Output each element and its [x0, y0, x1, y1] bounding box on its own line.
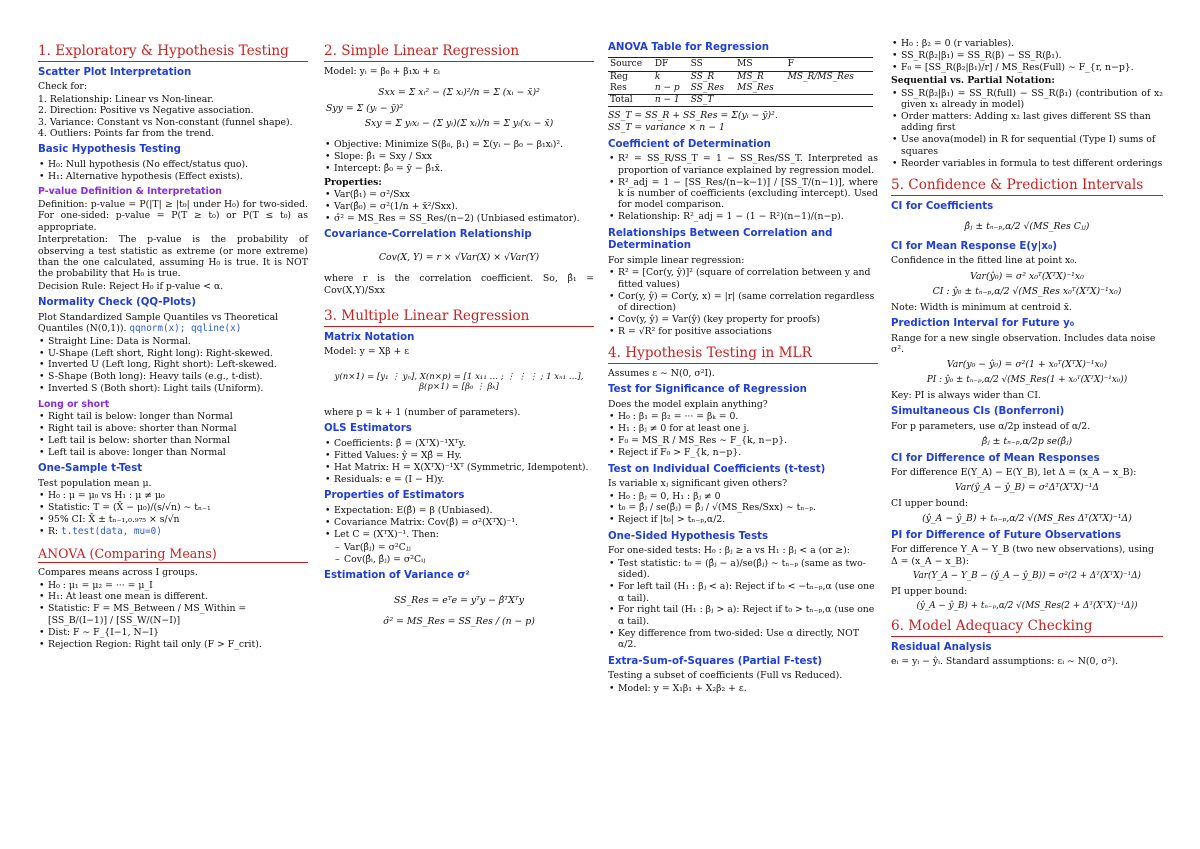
list-item: 3. Variance: Constant vs Non-constant (funnel shape).: [38, 116, 293, 128]
text: Is variable xⱼ significant given others?: [608, 478, 788, 490]
subsection-heading: Coefficient of Determination: [608, 138, 771, 150]
list: [608, 411, 878, 458]
table-cell: k: [654, 71, 661, 82]
list-item: • Residuals: e = (I − H)y.: [324, 474, 594, 485]
list-item: • Right tail is above: shorter than Normal: [38, 423, 308, 434]
list-item: • SS_R(β₂|β₁) = SS_R(β) − SS_R(β₁).: [891, 50, 1163, 61]
list-item: • Cor(y, ŷ) = Cor(y, x) = |r| (same correlation regardless of direction): [608, 291, 878, 314]
table-cell: Res: [610, 82, 627, 93]
column-header: DF: [653, 57, 689, 71]
column-header: SS: [689, 57, 735, 71]
text: Properties:: [324, 176, 382, 188]
list-item: • Covariance Matrix: Cov(β̂) = σ²(XᵀX)⁻¹.: [324, 517, 594, 528]
column-2: [324, 40, 594, 632]
equation: β̂ⱼ ± tₙ₋ₚ,α/2 √(MS_Res Cⱼⱼ): [964, 221, 1090, 233]
text: Interpretation: The p-value is the probability of observing a test statistic as extreme (or more extreme) than the one calculated, assuming H₀ is true. It is NOT the probability that H₀ is true.: [38, 234, 308, 280]
subsection-heading: Normality Check (QQ-Plots): [38, 297, 197, 309]
list-item: • Expectation: E(β̂) = β (Unbiased).: [324, 505, 594, 516]
text: Does the model explain anything?: [608, 398, 768, 410]
list-item: • H₁: At least one mean is different.: [38, 591, 308, 602]
list: [891, 88, 1163, 169]
text: For difference E(Y_A) − E(Y_B), let Δ = (x_A − x_B):: [891, 467, 1137, 479]
list-item: • H₀: Null hypothesis (No effect/status quo).: [38, 159, 308, 170]
list-item: • Statistic: T = (X̄ − μ₀)/(s/√n) ∼ tₙ₋₁: [38, 502, 308, 513]
list: [334, 542, 594, 565]
list-item: • Straight Line: Data is Normal.: [38, 336, 308, 347]
list-item: • Left tail is below: shorter than Normal: [38, 435, 308, 446]
subsection-heading: CI for Difference of Mean Responses: [891, 452, 1100, 464]
table-cell: Reg: [610, 71, 628, 82]
subsection-heading: CI for Mean Response E(y|x₀): [891, 240, 1058, 252]
column-1: [38, 40, 308, 652]
subsection-heading: Residual Analysis: [891, 641, 992, 653]
table-cell: [786, 94, 873, 106]
list-item: • Reject if F₀ > F_{k, n−p}.: [608, 447, 878, 458]
text: For difference Y_A − Y_B (two new observations), using Δ = (x_A − x_B):: [891, 544, 1154, 567]
section-title: 6. Model Adequacy Checking: [891, 618, 1163, 637]
text: where p = k + 1 (number of parameters).: [324, 406, 521, 418]
list-item: • R² = [Cor(y, ŷ)]² (square of correlation between y and fitted values): [608, 267, 878, 290]
section-title: 2. Simple Linear Regression: [324, 43, 594, 62]
code-snippet: t.test(data, mu=0): [61, 526, 162, 538]
list-item: • 95% CI: X̄ ± tₙ₋₁,₀.₉₇₅ × s/√n: [38, 514, 308, 525]
text: Testing a subset of coefficients (Full vs Reduced).: [608, 670, 843, 682]
list: [38, 411, 308, 458]
equation: (ŷ_A − ŷ_B) + tₙ₋ₚ,α/2 √(MS_Res(2 + Δᵀ(XᵀX)⁻¹Δ)): [916, 601, 1138, 612]
list-item: • SS_R(β₂|β₁) = SS_R(full) − SS_R(β₁) (contribution of x₂ given x₁ already in model): [891, 88, 1163, 111]
equation: Cov(X, Y) = r × √Var(X) × √Var(Y): [378, 251, 540, 263]
subsection-heading: Properties of Estimators: [324, 490, 465, 502]
text: Sequential vs. Partial Notation:: [891, 75, 1055, 87]
text: Model: yᵢ = β₀ + β₁xᵢ + εᵢ: [324, 65, 440, 77]
list-item: • Key difference from two-sided: Use α directly, NOT α/2.: [608, 628, 878, 651]
table-cell: n − 1: [653, 94, 689, 106]
equation: PI : ŷ₀ ± tₙ₋ₚ,α/2 √(MS_Res(1 + x₀ᵀ(XᵀX)⁻¹x₀)): [926, 374, 1128, 385]
list-item: • Order matters: Adding x₂ last gives different SS than adding first: [891, 111, 1163, 134]
subsection-heading: Relationships Between Correlation and Determination: [608, 227, 833, 252]
list: [891, 38, 1163, 73]
list-item: • F₀ = MS_R / MS_Res ∼ F_{k, n−p}.: [608, 435, 878, 446]
list-item: • R = √R² for positive associations: [608, 326, 878, 337]
text: [38, 312, 308, 335]
equation: β̂ⱼ ± tₙ₋ₚ,α/2p se(β̂ⱼ): [981, 436, 1073, 448]
table-cell: Total: [608, 94, 653, 106]
text: Decision Rule: Reject H₀ if p-value < α.: [38, 280, 224, 292]
list-item: • Dist: F ∼ F_{I−1, N−I}: [38, 627, 308, 638]
subsection-heading: CI for Coefficients: [891, 200, 994, 212]
list: [38, 336, 308, 395]
list-item: • H₁: Alternative hypothesis (Effect exists).: [38, 171, 308, 182]
subsection-heading: Basic Hypothesis Testing: [38, 144, 181, 156]
list: [608, 558, 878, 651]
column-header: F: [786, 57, 873, 71]
table-cell: SS_T: [689, 94, 735, 106]
subsubsection-heading: P-value Definition & Interpretation: [38, 186, 222, 198]
list-item: • Fitted Values: ŷ = Xβ̂ = Hy.: [324, 450, 594, 461]
list: [38, 94, 308, 140]
list-item: • Let C = (XᵀX)⁻¹. Then:: [324, 529, 594, 540]
column-header: Source: [608, 57, 653, 71]
list-item: • Use anova(model) in R for sequential (Type I) sums of squares: [891, 134, 1163, 157]
list-item: • H₀ : μ = μ₀ vs H₁ : μ ≠ μ₀: [38, 490, 308, 501]
table-cell: [786, 83, 873, 95]
section-title: ANOVA (Comparing Means): [38, 546, 308, 563]
list-item: – Cov(β̂ᵢ, β̂ⱼ) = σ²Cᵢⱼ: [334, 554, 594, 565]
list: [38, 159, 308, 182]
text: where r is the correlation coefficient. So, β̂₁ = Cov(X,Y)/Sxx: [324, 273, 594, 296]
subsection-heading: OLS Estimators: [324, 423, 412, 435]
list-item: • Left tail is above: longer than Normal: [38, 447, 308, 458]
list-item: • Relationship: R²_adj = 1 − (1 − R²)(n−1)/(n−p).: [608, 211, 878, 222]
subsection-heading: Prediction Interval for Future y₀: [891, 318, 1075, 330]
list: [324, 438, 594, 485]
subsection-heading: ANOVA Table for Regression: [608, 42, 770, 53]
section-title: 4. Hypothesis Testing in MLR: [608, 345, 878, 364]
equation: y(n×1) = [y₁ ⋮ yₙ], X(n×p) = [1 x₁₁ … ; ⋮ ⋮ ⋮ ; 1 xₙ₁ …], β(p×1) = [β₀ ⋮ βₖ]: [334, 371, 584, 393]
subsection-heading: Scatter Plot Interpretation: [38, 66, 192, 78]
list-item: • U-Shape (Left short, Right long): Right-skewed.: [38, 348, 308, 359]
list: [608, 267, 878, 337]
subsection-heading: Simultaneous CIs (Bonferroni): [891, 406, 1065, 418]
list-item: • Coefficients: β̂ = (XᵀX)⁻¹Xᵀy.: [324, 438, 594, 449]
list-item: • H₁ : βⱼ ≠ 0 for at least one j.: [608, 423, 878, 434]
list-item: • Statistic: F = MS_Between / MS_Within = [SS_B/(I−1)] / [SS_W/(N−I)]: [38, 603, 308, 626]
equation: σ̂² = MS_Res = SS_Res / (n − p): [383, 616, 535, 628]
list-item: • Reject if |t₀| > tₙ₋ₚ,α/2.: [608, 514, 878, 525]
text: Key: PI is always wider than CI.: [891, 389, 1041, 401]
list-item: • Rejection Region: Right tail only (F > F_crit).: [38, 639, 308, 650]
list-item: • Right tail is below: longer than Normal: [38, 411, 308, 422]
text: Note: Width is minimum at centroid x̄.: [891, 301, 1072, 313]
list-item: • σ̂² = MS_Res = SS_Res/(n−2) (Unbiased estimator).: [324, 213, 594, 224]
anova-table: [608, 57, 873, 107]
text: For p parameters, use α/2p instead of α/2.: [891, 420, 1091, 432]
text: For one-sided tests: H₀ : βⱼ ≥ a vs H₁ : βⱼ < a (or ≥):: [608, 545, 850, 557]
list-item: • Hat Matrix: H = X(XᵀX)⁻¹Xᵀ (Symmetric, Idempotent).: [324, 462, 594, 473]
list-item: • Cov(y, ŷ) = Var(ŷ) (key property for proofs): [608, 314, 878, 325]
subsection-heading: One-Sided Hypothesis Tests: [608, 530, 769, 542]
table-cell: [735, 94, 785, 106]
text: SS_T = variance × n − 1: [608, 122, 725, 134]
list: [608, 491, 878, 526]
list-item: • H₀ : μ₁ = μ₂ = ··· = μ_I: [38, 580, 308, 591]
table-row: [608, 71, 873, 83]
list: [324, 189, 594, 224]
list-item: • t₀ = β̂ⱼ / se(β̂ⱼ) = β̂ⱼ / √(MS_Res/Sxx) ∼ tₙ₋ₚ.: [608, 502, 878, 513]
list: [608, 683, 878, 694]
table-row: [608, 94, 873, 106]
list: [324, 505, 594, 540]
list-item: • Intercept: β̂₀ = ȳ − β̂₁x̄.: [324, 163, 594, 174]
list-item: • Test statistic: t₀ = (β̂ⱼ − a)/se(β̂ⱼ) ∼ tₙ₋ₚ (same as two-sided).: [608, 558, 878, 581]
list-item: 2. Direction: Positive vs Negative association.: [38, 105, 254, 117]
text: CI upper bound:: [891, 497, 969, 509]
list-item: • Var(β̂₀) = σ²(1/n + x̄²/Sxx).: [324, 201, 594, 212]
list-item: • R²_adj = 1 − [SS_Res/(n−k−1)] / [SS_T/(n−1)], where k is number of coefficients (excluding intercept). Used for model comparison.: [608, 177, 878, 211]
code-snippet: qqnorm(x); qqline(x): [129, 323, 242, 335]
text: Test population mean μ.: [38, 478, 152, 489]
text: eᵢ = yᵢ − ŷᵢ. Standard assumptions: εᵢ ∼ N(0, σ²).: [891, 656, 1119, 668]
table-cell: MS_Res: [737, 82, 774, 93]
list-item: • Objective: Minimize S(β₀, β₁) = Σ(yᵢ − β₀ − β₁xᵢ)².: [324, 139, 594, 150]
text: Range for a new single observation. Includes data noise σ².: [891, 332, 1156, 356]
equation: Syy = Σ (yᵢ − ȳ)²: [326, 102, 404, 114]
table-cell: SS_Res: [690, 82, 725, 93]
text: Assumes ε ∼ N(0, σ²I).: [608, 367, 715, 379]
list-item: • Inverted S (Both short): Light tails (Uniform).: [38, 383, 308, 394]
list: [608, 153, 878, 223]
table-cell: n − p: [654, 82, 680, 93]
equation: Var(ŷ₀) = σ² x₀ᵀ(XᵀX)⁻¹x₀: [970, 270, 1084, 282]
section-title: 1. Exploratory & Hypothesis Testing: [38, 43, 308, 62]
subsection-heading: Matrix Notation: [324, 331, 415, 343]
list-item: • H₀ : β₂ = 0 (r variables).: [891, 38, 1163, 49]
equation: (ŷ_A − ŷ_B) + tₙ₋ₚ,α/2 √(MS_Res Δᵀ(XᵀX)⁻¹Δ): [922, 513, 1132, 525]
subsubsection-heading: Long or short: [38, 398, 110, 410]
text: Confidence in the fitted line at point x₀.: [891, 255, 1077, 267]
equation: CI : ŷ₀ ± tₙ₋ₚ,α/2 √(MS_Res x₀ᵀ(XᵀX)⁻¹x₀): [932, 286, 1122, 298]
subsection-heading: PI for Difference of Future Observations: [891, 529, 1122, 541]
text: R:: [48, 526, 62, 538]
text: Check for:: [38, 81, 88, 93]
list-item: • Var(β̂₁) = σ²/Sxx: [324, 189, 594, 200]
list-item: • Model: y = X₁β₁ + X₂β₂ + ε.: [608, 683, 878, 694]
list-item: • For left tail (H₁ : βⱼ < a): Reject if t₀ < −tₙ₋ₚ,α (use one α tail).: [608, 581, 878, 604]
table-row: [608, 83, 873, 95]
list-item: – Var(β̂ⱼ) = σ²Cⱼⱼ: [334, 542, 594, 553]
subsection-heading: One-Sample t-Test: [38, 463, 143, 475]
list-item: • For right tail (H₁ : βⱼ > a): Reject if t₀ > tₙ₋ₚ,α (use one α tail).: [608, 604, 878, 627]
table-cell: MS_R: [737, 71, 764, 82]
list-item: • F₀ = [SS_R(β₂|β₁)/r] / MS_Res(Full) ∼ F_{r, n−p}.: [891, 62, 1163, 73]
column-3: [608, 40, 878, 696]
subsection-heading: Extra-Sum-of-Squares (Partial F-test): [608, 655, 823, 667]
subsection-heading: Test on Individual Coefficients (t-test): [608, 463, 826, 475]
text: Plot Standardized Sample Quantiles vs Theoretical Quantiles (N(0,1)).: [38, 311, 279, 335]
equation: Var(ŷ_A − ŷ_B) = σ²Δᵀ(XᵀX)⁻¹Δ: [954, 482, 1100, 494]
list-item: • Inverted U (Left long, Right short): Left-skewed.: [38, 359, 308, 370]
text: PI upper bound:: [891, 585, 968, 597]
list-item: • Slope: β̂₁ = Sxy / Sxx: [324, 151, 594, 162]
table-cell: SS_R: [690, 71, 715, 82]
column-4: [891, 37, 1163, 669]
subsection-heading: Test for Significance of Regression: [608, 384, 807, 396]
list-item: • R² = SS_R/SS_T = 1 − SS_Res/SS_T. Interpreted as proportion of variance explained by regression model.: [608, 153, 878, 176]
equation: Var(y₀ − ŷ₀) = σ²(1 + x₀ᵀ(XᵀX)⁻¹x₀): [946, 359, 1108, 371]
list: [324, 139, 594, 174]
section-title: 3. Multiple Linear Regression: [324, 308, 594, 327]
list: [38, 490, 308, 537]
text: Model: y = Xβ + ε: [324, 346, 410, 358]
list-item: • Reorder variables in formula to test different orderings: [891, 158, 1163, 169]
section-title: 5. Confidence & Prediction Intervals: [891, 177, 1163, 196]
equation: Sxx = Σ xᵢ² − (Σ xᵢ)²/n = Σ (xᵢ − x̄)²: [378, 87, 540, 99]
list-item: • S-Shape (Both long): Heavy tails (e.g., t-dist).: [38, 371, 308, 382]
text: Compares means across I groups.: [38, 567, 198, 579]
equation: Var(Y_A − Y_B − (ŷ_A − ŷ_B)) = σ²(2 + Δᵀ(XᵀX)⁻¹Δ): [913, 571, 1141, 582]
list-item: 1. Relationship: Linear vs Non-linear.: [38, 93, 214, 105]
subsection-heading: Covariance-Correlation Relationship: [324, 229, 532, 241]
text: SS_T = SS_R + SS_Res = Σ(yᵢ − ȳ)².: [608, 109, 778, 121]
table-header-row: [608, 57, 873, 71]
text: For simple linear regression:: [608, 254, 745, 266]
column-header: MS: [735, 57, 785, 71]
list: [38, 580, 308, 651]
equation: Sxy = Σ yᵢxᵢ − (Σ yᵢ)(Σ xᵢ)/n = Σ yᵢ(xᵢ − x̄): [364, 117, 554, 129]
table-cell: MS_R/MS_Res: [787, 71, 854, 82]
equation: SS_Res = eᵀe = yᵀy − β̂ᵀXᵀy: [394, 594, 524, 606]
list-item: 4. Outliers: Points far from the trend.: [38, 127, 215, 139]
subsection-heading: Estimation of Variance σ²: [324, 570, 470, 582]
text: Definition: p-value = P(|T| ≥ |t₀| under H₀) for two-sided. For one-sided: p-value = P(T ≥ t₀) or P(T ≤ t₀) as appropriate.: [38, 198, 308, 233]
list-item: [38, 526, 308, 537]
list-item: • H₀ : β₁ = β₂ = ··· = βₖ = 0.: [608, 411, 878, 422]
list-item: • H₀ : βⱼ = 0, H₁ : βⱼ ≠ 0: [608, 491, 878, 502]
